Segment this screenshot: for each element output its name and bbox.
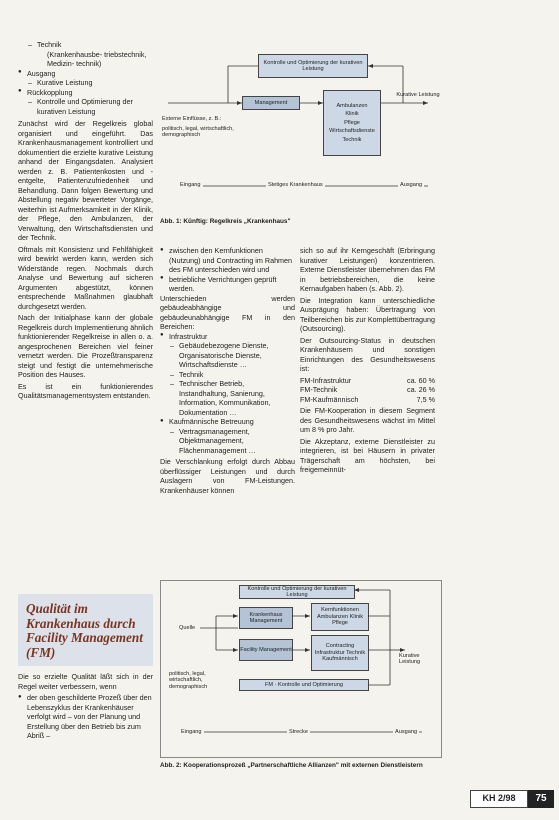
paragraph: Der Outsourcing-Status in deutschen Krankenhäusern und sonstigen Einrichtungen des Gesundheitswesens ist: <box>300 335 435 373</box>
fig2-contract-box: Contracting Infrastruktur Technik Kaufmännisch <box>311 635 369 671</box>
paragraph: sich so auf ihr Kerngeschäft (Erbringung kurativer Leistungen) konzentrieren. Externe Dienstleister übernehmen das FM in betriebsbereichen, die keine Kernaufgaben haben (s. Abb. 2). <box>300 246 435 293</box>
list-item: ● Infrastruktur <box>160 332 295 342</box>
paragraph: Es ist ein funktionierendes Qualitätsmanagementsystem entstanden. <box>18 381 153 400</box>
stat-value: ca. 60 % <box>407 375 435 385</box>
fig1-external-label: Externe Einflüsse, z. B.: <box>162 116 222 122</box>
stat-row <box>300 376 435 386</box>
magazine-issue: KH 2/98 <box>470 790 528 808</box>
list-item: Unterschieden werden gebäudeabhängige und gebäudeunabhängige FM in den Bereichen: <box>160 293 295 331</box>
paragraph: Nach der Initialphase kann der globale Regelkreis durch Implementierung ähnlich funktionierender Regelkreise in allen o. a. angesprochenen Bereichen viel feiner vernetzt werden. Die Prozeßtransparenz steigt und festigt die unternehmerische Position des Hauses. <box>18 313 153 379</box>
left-column-bottom <box>18 672 153 741</box>
stat-label: FM-Kaufmännisch <box>300 394 359 404</box>
fig2-fm-box: Facility Management <box>239 639 293 661</box>
stat-label: FM-Infrastruktur <box>300 375 352 385</box>
fig1-management-box: Management <box>242 96 300 110</box>
fig2-top-box: Kontrolle und Optimierung der kurativen Leistung <box>239 585 355 599</box>
list-item: – Vertragsmanagement, Objektmanagement, Flächenmanagement … <box>170 427 295 456</box>
fig2-bottom-mid: Strecke <box>289 729 308 735</box>
list-top <box>18 40 153 116</box>
middle-list <box>160 246 295 455</box>
right-column <box>300 246 435 477</box>
list-item: – Technik <box>170 370 295 380</box>
list-item: ● Rückkopplung <box>18 88 153 98</box>
figure-2 <box>160 580 442 758</box>
fig2-bottom-left: Eingang <box>181 729 202 735</box>
list-item: ● der oben geschilderte Prozeß über den Lebenszyklus der Krankenhäuser verfolgt wird – von der Planung und Erstellung über den Betrieb bis zum Abriß – <box>18 693 153 741</box>
paragraph: Zunächst wird der Regelkreis global organisiert und eingeführt. Das Krankenhausmanagement kontrolliert und dokumentiert die erzielte kurative Leistung anhand der Eingangsdaten. Analysiert werden z. B. Patientenkosten und -entgelte, Patientenzufriedenheit und Behandlung. Dann folgen Bewertung und Abstellung negativ bewerteter Vorgänge, weiterhin ist Aufmerksamkeit in der Klinik, der Pflege, den Ambulanzen, der Verwaltung, den Wirtschaftsdiensten und der Technik. <box>18 119 153 242</box>
stat-value: 7,5 % <box>416 394 435 404</box>
stats-table <box>300 376 435 405</box>
paragraph: Die Integration kann unterschiedliche Ausprägung haben: Übertragung von Teilbereichen bis zur Komplettübertragung (Outsourcing). <box>300 295 435 333</box>
stat-row <box>300 385 435 395</box>
list-item: – Technik <box>28 40 153 50</box>
list-item: ● Ausgang <box>18 69 153 79</box>
list-item: – Kontrolle und Optimierung der kurativen Leistung <box>28 97 153 116</box>
fig1-area: Technik <box>342 136 362 143</box>
list-item: ● zwischen den Kernfunktionen (Nutzung) und Contracting im Rahmen des FM unterschieden wird und <box>160 246 295 275</box>
stat-value: ca. 26 % <box>407 385 435 394</box>
fig1-top-box: Kontrolle und Optimierung der kurativen Leistung <box>258 54 368 78</box>
fig1-external-sub: politisch, legal, wirtschaftlich, demographisch <box>162 126 234 139</box>
section-heading: Qualität im Krankenhaus durch Facility Management (FM) <box>26 601 143 660</box>
fig2-source-label: Quelle <box>179 625 196 631</box>
fig2-output-label: Kurative Leistung <box>399 653 421 666</box>
fig2-core-box: Kernfunktionen Ambulanzen Klinik Pflege <box>311 603 369 631</box>
list-item: – Kurative Leistung <box>28 78 153 88</box>
list-item: – Technischer Betrieb, Instandhaltung, Sanierung, Information, Kommunikation, Dokumentation … <box>170 379 295 417</box>
fig1-area: Ambulanzen <box>336 102 368 109</box>
page-number: 75 <box>528 790 554 808</box>
bullet-list <box>18 693 153 741</box>
figure-1 <box>158 44 438 214</box>
fig2-external-sub: politisch, legal, wirtschaftlich, demographisch <box>169 671 208 690</box>
paragraph: Die Akzeptanz, externe Dienstleister zu integrieren, ist bei Häusern in privater Trägerschaft am höchsten, bei freigemeinnüt- <box>300 436 435 474</box>
figure-2-caption: Abb. 2: Kooperationsprozeß „Partnerschaftliche Allianzen" mit externen Dienstleistern <box>160 762 423 769</box>
middle-column <box>160 246 295 497</box>
paragraph: Oftmals mit Konsistenz und Fehlfähigkeit wird bewirkt werden kann, werden sich Widerstände regen. Nochmals durch Analyse und Bewertung auf sicheren Argumenten abgestützt, können entsprechende Maßnahmen glaubhaft durchgesetzt werden. <box>18 244 153 311</box>
list-item: ● Kaufmännische Betreuung <box>160 417 295 427</box>
fig2-bottom-box: FM · Kontrolle und Optimierung <box>239 679 369 691</box>
fig1-bottom-mid: Stetiges Krankenhaus <box>268 182 323 188</box>
paragraph: Die Verschlankung erfolgt durch Abbau überflüssiger Leistungen und durch Auslagern von FM-Leistungen. Krankenhäuser können <box>160 457 295 495</box>
paragraph: Die FM-Kooperation in diesem Segment des Gesundheitswesens wächst im Mittel um 8 % pro Jahr. <box>300 406 435 434</box>
stat-row <box>300 395 435 405</box>
list-item: – Gebäudebezogene Dienste, Organisatorische Dienste, Wirtschaftsdienste … <box>170 341 295 370</box>
fig1-output-label: Kurative Leistung <box>396 92 440 98</box>
paragraph: Die so erzielte Qualität läßt sich in der Regel weiter verbessern, wenn <box>18 672 153 691</box>
stat-label: FM-Technik <box>300 385 338 394</box>
left-column <box>18 40 153 403</box>
fig1-area: Klinik <box>345 111 359 118</box>
fig1-bottom-left: Eingang <box>180 182 201 188</box>
fig2-bottom-right: Ausgang <box>395 729 418 735</box>
fig1-area: Wirtschaftsdienste <box>329 128 375 135</box>
figure-1-caption: Abb. 1: Künftig: Regelkreis „Krankenhaus" <box>160 218 291 225</box>
fig1-area: Pflege <box>344 119 360 126</box>
list-item: ● betriebliche Verrichtungen geprüft werden. <box>160 275 295 294</box>
section-heading-box <box>18 594 153 666</box>
fig2-kh-box: Krankenhaus Management <box>239 607 293 629</box>
fig1-arrows <box>158 44 438 214</box>
fig1-bottom-right: Ausgang <box>400 182 423 188</box>
list-item: (Krankenhausbe- triebstechnik, Medizin- technik) <box>47 49 147 68</box>
